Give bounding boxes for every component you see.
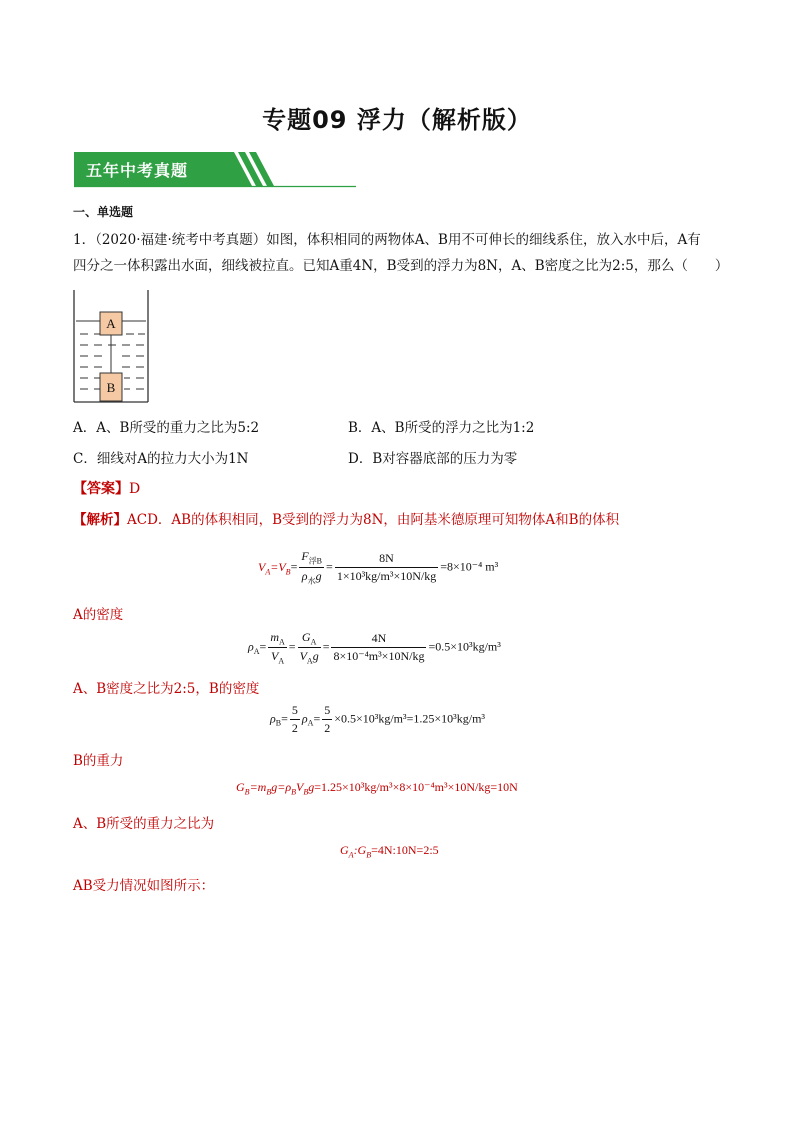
answer-value: D <box>129 481 141 497</box>
question-line-1: 1．（2020·福建·统考中考真题）如图，体积相同的两物体A、B用不可伸长的细线系住，放入水中后，A有 <box>73 232 701 248</box>
analysis-tag: 【解析】 <box>73 512 127 528</box>
formula-gravity-b: $G_B=m_Bg=\rho_BV_Bg=1.25\times 10^3kg/m^3\times 8\times 10^{-4}m^3\times 10N/kg=10N$ <box>236 780 518 797</box>
question-text <box>73 227 733 279</box>
answer-line <box>73 478 140 498</box>
formula-volume: $V_A=V_B=$ $\frac{F_{浮B}}{\rho_水g}$ = $\frac{8N}{\text{1×10³kg/m³×10N/kg}}$ =8×10⁻⁴ m³ <box>258 549 499 586</box>
option-d: D．B对容器底部的压力为零 <box>348 451 518 467</box>
block-a-label: A <box>106 316 116 331</box>
question-line-2: 四分之一体积露出水面，细线被拉直。已知A重4N，B受到的浮力为8N，A、B密度之比为2:5，那么（ ） <box>73 258 729 274</box>
block-b-label: B <box>106 380 116 395</box>
gravity-b-label: B的重力 <box>73 753 124 769</box>
analysis-intro: ACD．AB的体积相同，B受到的浮力为8N，由阿基米德原理可知物体A和B的体积 <box>127 512 620 528</box>
force-analysis-label: AB受力情况如图所示： <box>73 878 215 894</box>
option-c: C．细线对A的拉力大小为1N <box>73 451 249 467</box>
option-a: A．A、B所受的重力之比为5:2 <box>73 420 260 436</box>
answer-tag: 【答案】 <box>73 481 129 497</box>
analysis-intro-line <box>73 508 733 528</box>
section-heading: 一、单选题 <box>73 205 134 219</box>
density-ratio-label: A、B密度之比为2:5，B的密度 <box>73 681 260 697</box>
formula-density-a: $\rho_A=$ $\frac{m_A}{V_A}$ = $\frac{G_A}{V_Ag}$ = $\frac{4N}{\text{8×10⁻⁴m³×10N/kg}}$ =0.5×10³kg/m³ <box>248 630 501 666</box>
gravity-ratio-label: A、B所受的重力之比为 <box>73 816 215 832</box>
banner-label: 五年中考真题 <box>86 161 189 180</box>
option-b: B．A、B所受的浮力之比为1:2 <box>348 420 535 436</box>
density-a-label: A的密度 <box>73 607 124 623</box>
page-title: 专题09 浮力（解析版） <box>262 106 532 134</box>
formula-gravity-ratio: $G_A:G_B=4N:10N=2:5$ <box>340 843 439 860</box>
container-diagram <box>72 290 152 404</box>
formula-density-b: $\rho_B=$ $\frac{5}{2}$ $\rho_A=$ $\frac{5}{2}$ ×0.5×10³kg/m³=1.25×10³kg/m³ <box>270 703 486 735</box>
